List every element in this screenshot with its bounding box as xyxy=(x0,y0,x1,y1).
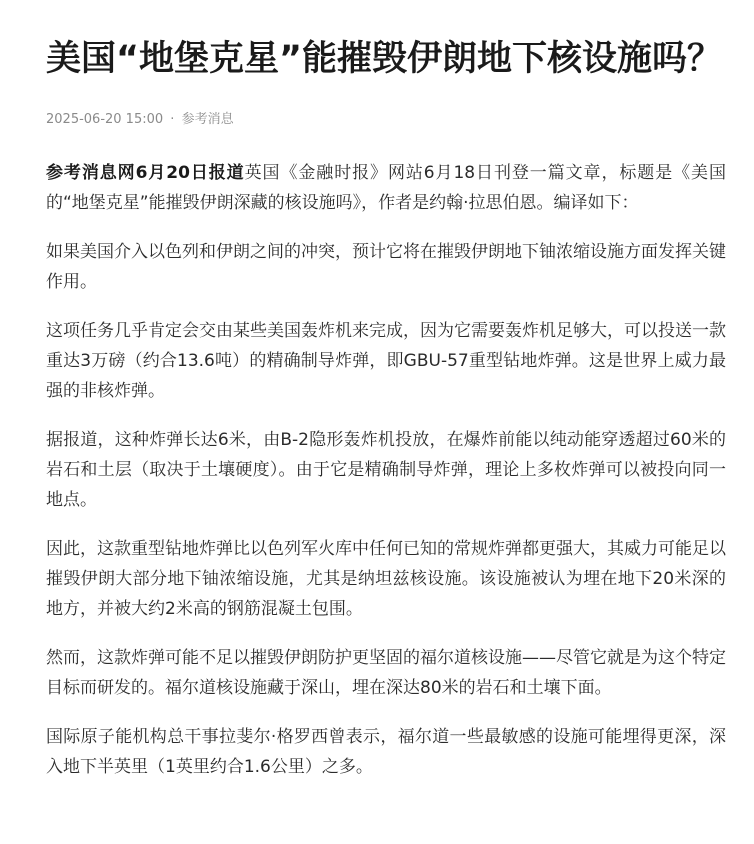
meta-separator: · xyxy=(170,112,175,127)
source-link[interactable]: 参考消息 xyxy=(181,112,234,127)
article-body xyxy=(46,158,726,782)
paragraph-1-text: 英国《金融时报》网站6月18日刊登一篇文章，标题是《美国的“地堡克星”能摧毁伊朗深藏的核设施吗》，作者是约翰·拉思伯恩。编译如下： xyxy=(46,163,726,213)
article xyxy=(46,32,726,801)
paragraph-4: 据报道，这种炸弹长达6米，由B-2隐形轰炸机投放，在爆炸前能以纯动能穿透超过60米的岩石和土层（取决于土壤硬度）。由于它是精确制导炸弹，理论上多枚炸弹可以被投向同一地点。 xyxy=(46,430,726,510)
paragraph-3: 这项任务几乎肯定会交由某些美国轰炸机来完成，因为它需要轰炸机足够大，可以投送一款重达3万磅（约合13.6吨）的精确制导炸弹，即GBU-57重型钻地炸弹。这是世界上威力最强的非核炸弹。 xyxy=(46,321,726,401)
paragraph-6: 然而，这款炸弹可能不足以摧毁伊朗防护更坚固的福尔道核设施——尽管它就是为这个特定目标而研发的。福尔道核设施藏于深山，埋在深达80米的岩石和土壤下面。 xyxy=(46,648,726,698)
paragraph-5: 因此，这款重型钻地炸弹比以色列军火库中任何已知的常规炸弹都更强大，其威力可能足以摧毁伊朗大部分地下铀浓缩设施，尤其是纳坦兹核设施。该设施被认为埋在地下20米深的地方，并被大约2米高的钢筋混凝土包围。 xyxy=(46,539,726,619)
article-meta xyxy=(46,111,726,129)
paragraph-7: 国际原子能机构总干事拉斐尔·格罗西曾表示，福尔道一些最敏感的设施可能埋得更深，深入地下半英里（1英里约合1.6公里）之多。 xyxy=(46,727,726,777)
article-title: 美国“地堡克星”能摧毁伊朗地下核设施吗？ xyxy=(46,39,723,79)
paragraph-1 xyxy=(46,158,726,218)
lead-dateline: 参考消息网6月20日报道 xyxy=(46,163,245,183)
paragraph-2: 如果美国介入以色列和伊朗之间的冲突，预计它将在摧毁伊朗地下铀浓缩设施方面发挥关键作用。 xyxy=(46,242,726,292)
publish-date: 2025-06-20 15:00 xyxy=(46,112,164,127)
